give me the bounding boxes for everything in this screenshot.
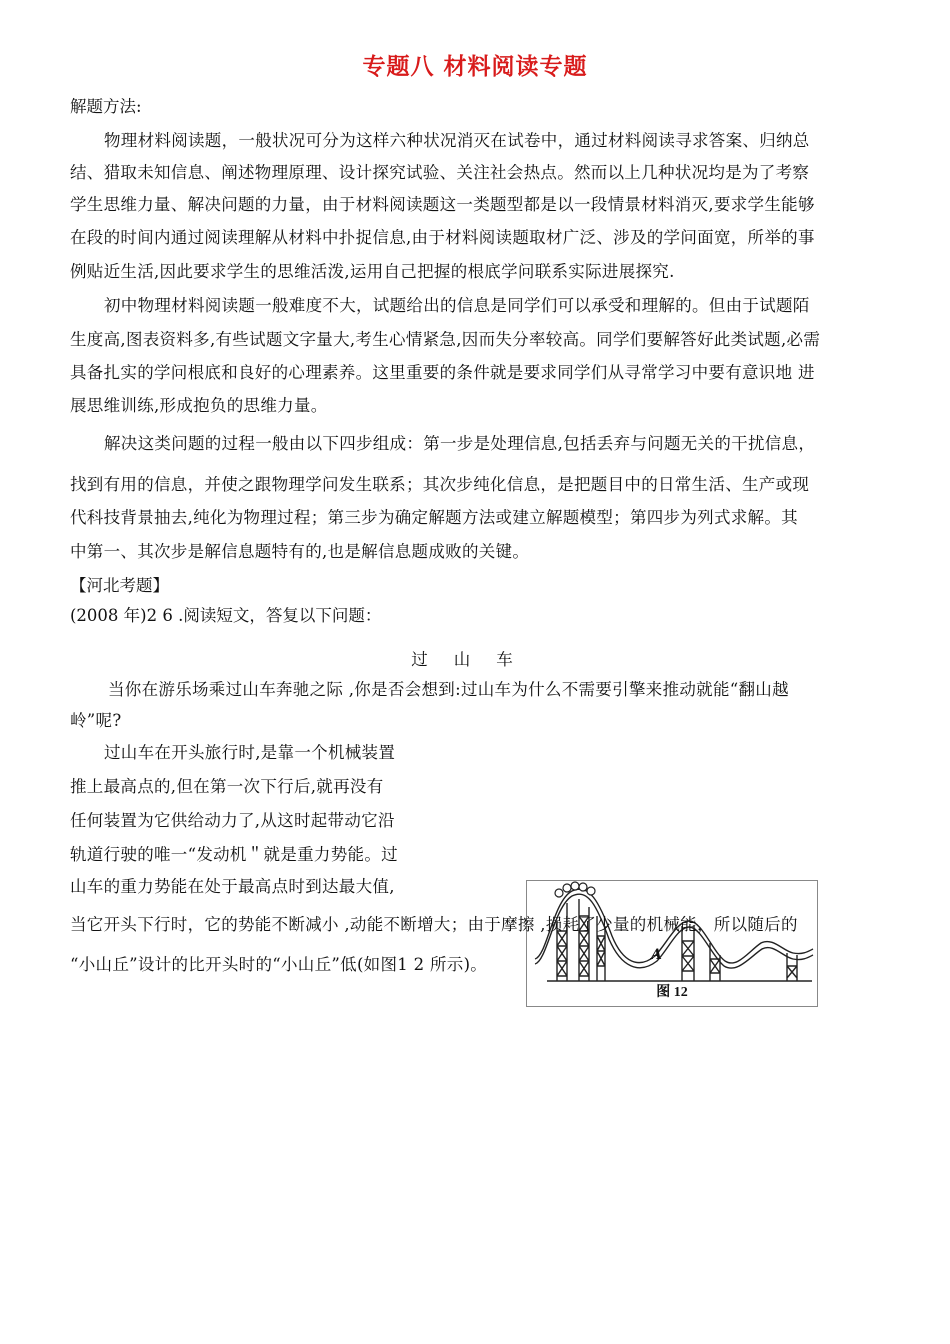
- passage-line: 推上最高点的,但在第一次下行后,就再没有: [70, 777, 384, 796]
- roller-coaster-figure: [526, 880, 818, 1007]
- passage-line: 过山车在开头旅行时,是靠一个机械装置: [104, 743, 396, 762]
- paragraph1-line: 物理材料阅读题，一般状况可分为这样六种状况消灭在试卷中，通过材料阅读寻求答案、归纳总: [104, 131, 810, 150]
- paragraph1-line: 学生思维力量、解决问题的力量，由于材料阅读题这一类题型都是以一段情景材料消灭,要求学生能够: [70, 195, 815, 214]
- paragraph2-line: 展思维训练,形成抱负的思维力量。: [70, 396, 328, 415]
- passage-line: 当你在游乐场乘过山车奔驰之际 ,你是否会想到:过山车为什么不需要引擎来推动就能“翻山越: [108, 680, 789, 699]
- paragraph3-line: 解决这类问题的过程一般由以下四步组成：第一步是处理信息,包括丢弃与问题无关的干扰信息，: [104, 434, 816, 453]
- paragraph3-line: 找到有用的信息，并使之跟物理学问发生联系；其次步纯化信息，是把题目中的日常生活、生产或现: [70, 475, 810, 494]
- passage-line: 轨道行驶的唯一“发动机＂就是重力势能。过: [70, 845, 398, 864]
- point-a-label: A: [651, 947, 662, 963]
- paragraph1-line: 结、猎取未知信息、阐述物理原理、设计探究试验、关注社会热点。然而以上几种状况均是为了考察: [70, 163, 810, 182]
- paragraph2-line: 生度高,图表资料多,有些试题文字量大,考生心情紧急,因而失分率较高。同学们要解答好此类试题,必需: [70, 330, 821, 349]
- paragraph2-line: 具备扎实的学问根底和良好的心理素养。这里重要的条件就是要求同学们从寻常学习中要有意识地 进: [70, 363, 815, 382]
- passage-line: 当它开头下行时，它的势能不断减小 ,动能不断增大；由于摩擦 ,损耗了少量的机械能，所以随后的: [70, 915, 798, 934]
- hebei-header: 【河北考题】: [70, 576, 169, 595]
- passage-line: 任何装置为它供给动力了,从这时起带动它沿: [70, 811, 395, 830]
- passage-line: 山车的重力势能在处于最高点时到达最大值,: [70, 877, 395, 896]
- paragraph1-line: 例贴近生活,因此要求学生的思维活泼,运用自己把握的根底学问联系实际进展探究.: [70, 262, 675, 281]
- passage-line: “小山丘”设计的比开头时的“小山丘”低(如图1 2 所示)。: [70, 955, 488, 974]
- figure-caption: 图 12: [656, 985, 688, 1000]
- paragraph1-line: 在段的时间内通过阅读理解从材料中扑捉信息,由于材料阅读题取材广泛、涉及的学问面宽，所举的事: [70, 228, 815, 247]
- page-title: 专题八 材料阅读专题: [362, 53, 588, 80]
- passage-title: 过山车: [411, 650, 539, 669]
- question-intro: (2008 年)2 6 .阅读短文，答复以下问题：: [70, 606, 382, 625]
- passage-line: 岭”呢?: [70, 711, 122, 730]
- paragraph3-line: 中第一、其次步是解信息题特有的,也是解信息题成败的关键。: [70, 542, 530, 561]
- paragraph2-line: 初中物理材料阅读题一般难度不大，试题给出的信息是同学们可以承受和理解的。但由于试题陌: [104, 296, 810, 315]
- section-label: 解题方法:: [70, 97, 142, 116]
- paragraph3-line: 代科技背景抽去,纯化为物理过程；第三步为确定解题方法或建立解题模型；第四步为列式求解。其: [70, 508, 798, 527]
